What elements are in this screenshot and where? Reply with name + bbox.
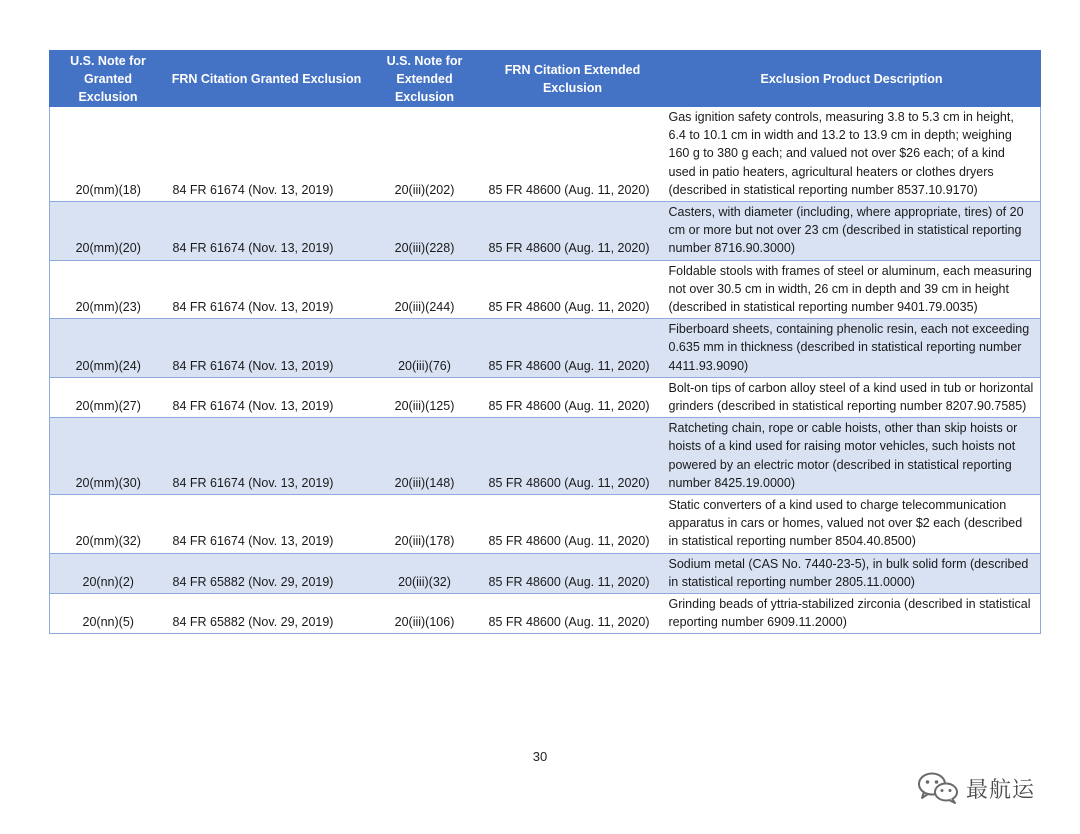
table-row (50, 594, 1041, 634)
us-note-granted-cell: 20(nn)(2) (50, 553, 167, 593)
table-row (50, 107, 1041, 202)
description-cell: Ratcheting chain, rope or cable hoists, other than skip hoists or hoists of a kind used for raising motor vehicles, such hoists not powered by an electric motor (described in statistical reporting number 8425.19.0000) (663, 418, 1041, 495)
wechat-icon (916, 770, 960, 806)
table-row (50, 260, 1041, 319)
us-note-extended-cell: 20(iii)(32) (367, 553, 483, 593)
us-note-extended-cell: 20(iii)(106) (367, 594, 483, 634)
us-note-extended-cell: 20(iii)(228) (367, 202, 483, 261)
description-cell: Foldable stools with frames of steel or aluminum, each measuring not over 30.5 cm in width, 26 cm in depth and 39 cm in height (described in statistical reporting number 9401.79.0035) (663, 260, 1041, 319)
frn-extended-cell: 85 FR 48600 (Aug. 11, 2020) (483, 319, 663, 378)
us-note-granted-cell: 20(nn)(5) (50, 594, 167, 634)
table-row (50, 202, 1041, 261)
frn-extended-cell: 85 FR 48600 (Aug. 11, 2020) (483, 418, 663, 495)
frn-extended-cell: 85 FR 48600 (Aug. 11, 2020) (483, 260, 663, 319)
page-number: 30 (532, 749, 548, 764)
us-note-granted-cell: 20(mm)(23) (50, 260, 167, 319)
us-note-granted-cell: 20(mm)(24) (50, 319, 167, 378)
exclusions-table (49, 50, 1041, 634)
frn-granted-cell: 84 FR 61674 (Nov. 13, 2019) (167, 107, 367, 202)
frn-granted-cell: 84 FR 61674 (Nov. 13, 2019) (167, 377, 367, 417)
us-note-granted-cell: 20(mm)(27) (50, 377, 167, 417)
frn-granted-cell: 84 FR 65882 (Nov. 29, 2019) (167, 594, 367, 634)
table-row (50, 418, 1041, 495)
us-note-extended-cell: 20(iii)(148) (367, 418, 483, 495)
table-row (50, 319, 1041, 378)
us-note-extended-cell: 20(iii)(125) (367, 377, 483, 417)
frn-granted-cell: 84 FR 61674 (Nov. 13, 2019) (167, 495, 367, 554)
us-note-extended-cell: 20(iii)(244) (367, 260, 483, 319)
watermark-text: 最航运 (966, 777, 1036, 803)
description-cell: Casters, with diameter (including, where appropriate, tires) of 20 cm or more but not over 23 cm (described in statistical reporting number 8716.90.3000) (663, 202, 1041, 261)
frn-extended-cell: 85 FR 48600 (Aug. 11, 2020) (483, 553, 663, 593)
us-note-granted-cell: 20(mm)(20) (50, 202, 167, 261)
header-row (50, 51, 1041, 107)
header-description: Exclusion Product Description (663, 51, 1041, 107)
frn-granted-cell: 84 FR 61674 (Nov. 13, 2019) (167, 260, 367, 319)
description-cell: Bolt-on tips of carbon alloy steel of a kind used in tub or horizontal grinders (described in statistical reporting number 8207.90.7585) (663, 377, 1041, 417)
frn-granted-cell: 84 FR 61674 (Nov. 13, 2019) (167, 319, 367, 378)
table-body (50, 107, 1041, 634)
frn-extended-cell: 85 FR 48600 (Aug. 11, 2020) (483, 202, 663, 261)
us-note-granted-cell: 20(mm)(32) (50, 495, 167, 554)
frn-granted-cell: 84 FR 61674 (Nov. 13, 2019) (167, 418, 367, 495)
us-note-granted-cell: 20(mm)(30) (50, 418, 167, 495)
frn-extended-cell: 85 FR 48600 (Aug. 11, 2020) (483, 495, 663, 554)
header-us-note-extended: U.S. Note for Extended Exclusion (367, 51, 483, 107)
frn-granted-cell: 84 FR 65882 (Nov. 29, 2019) (167, 553, 367, 593)
description-cell: Gas ignition safety controls, measuring 3.8 to 5.3 cm in height, 6.4 to 10.1 cm in width and 13.2 to 13.9 cm in depth; weighing 160 g to 380 g each; and valued not over $26 each; of a kind used in patio heaters, agricultural heaters or clothes dryers (described in statistical reporting number 8537.10.9170) (663, 107, 1041, 202)
description-cell: Static converters of a kind used to charge telecommunication apparatus in cars or homes, valued not over $2 each (described in statistical reporting number 8504.40.8500) (663, 495, 1041, 554)
table-header (50, 51, 1041, 107)
frn-extended-cell: 85 FR 48600 (Aug. 11, 2020) (483, 377, 663, 417)
frn-extended-cell: 85 FR 48600 (Aug. 11, 2020) (483, 107, 663, 202)
header-us-note-granted: U.S. Note for Granted Exclusion (50, 51, 167, 107)
header-frn-granted: FRN Citation Granted Exclusion (167, 51, 367, 107)
us-note-extended-cell: 20(iii)(202) (367, 107, 483, 202)
table-row (50, 377, 1041, 417)
us-note-granted-cell: 20(mm)(18) (50, 107, 167, 202)
frn-granted-cell: 84 FR 61674 (Nov. 13, 2019) (167, 202, 367, 261)
us-note-extended-cell: 20(iii)(76) (367, 319, 483, 378)
watermark (916, 770, 1035, 806)
header-frn-extended: FRN Citation Extended Exclusion (483, 51, 663, 107)
description-cell: Sodium metal (CAS No. 7440-23-5), in bulk solid form (described in statistical reporting number 2805.11.0000) (663, 553, 1041, 593)
us-note-extended-cell: 20(iii)(178) (367, 495, 483, 554)
frn-extended-cell: 85 FR 48600 (Aug. 11, 2020) (483, 594, 663, 634)
description-cell: Grinding beads of yttria-stabilized zirconia (described in statistical reporting number 6909.11.2000) (663, 594, 1041, 634)
table-row (50, 495, 1041, 554)
description-cell: Fiberboard sheets, containing phenolic resin, each not exceeding 0.635 mm in thickness (described in statistical reporting number 4411.93.9090) (663, 319, 1041, 378)
table-row (50, 553, 1041, 593)
